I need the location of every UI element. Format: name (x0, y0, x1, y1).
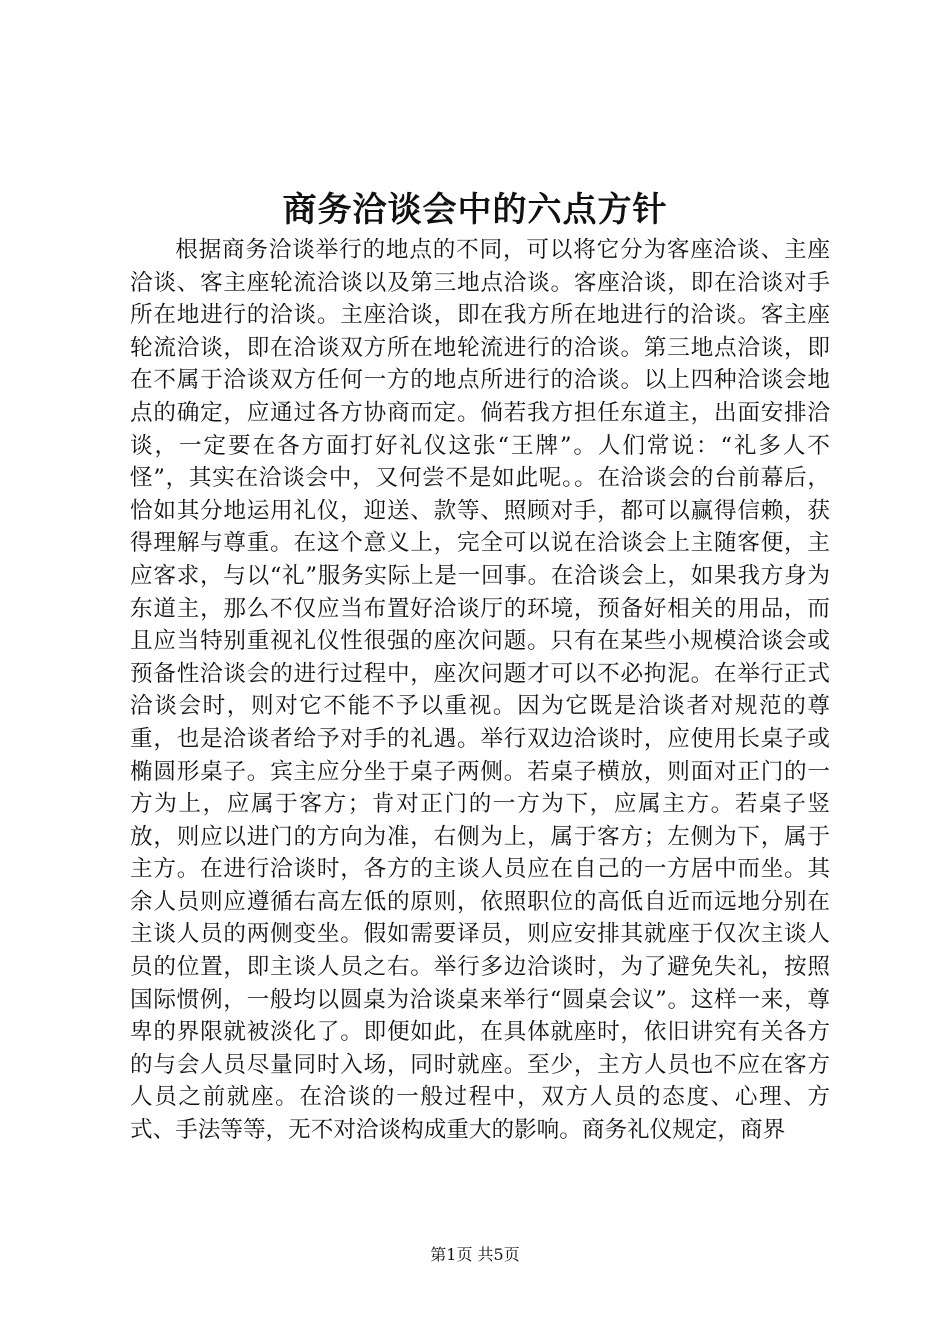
body-paragraph: 根据商务洽谈举行的地点的不同，可以将它分为客座洽谈、主座洽谈、客主座轮流洽谈以及第三地点洽谈。客座洽谈，即在洽谈对手所在地进行的洽谈。主座洽谈，即在我方所在地进行的洽谈。客主座轮流洽谈，即在洽谈双方所在地轮流进行的洽谈。第三地点洽谈，即在不属于洽谈双方任何一方的地点所进行的洽谈。以上四种洽谈会地点的确定，应通过各方协商而定。倘若我方担任东道主，出面安排洽谈，一定要在各方面打好礼仪这张“王牌”。人们常说：“礼多人不怪”，其实在洽谈会中，又何尝不是如此呢。。在洽谈会的台前幕后，恰如其分地运用礼仪，迎送、款等、照顾对手，都可以赢得信赖，获得理解与尊重。在这个意义上，完全可以说在洽谈会上主随客便，主应客求，与以“礼”服务实际上是一回事。在洽谈会上，如果我方身为东道主，那么不仅应当布置好洽谈厅的环境，预备好相关的用品，而且应当特别重视礼仪性很强的座次问题。只有在某些小规模洽谈会或预备性洽谈会的进行过程中，座次问题才可以不必拘泥。在举行正式洽谈会时，则对它不能不予以重视。因为它既是洽谈者对规范的尊重，也是洽谈者给予对手的礼遇。举行双边洽谈时，应使用长桌子或椭圆形桌子。宾主应分坐于桌子两侧。若桌子横放，则面对正门的一方为上，应属于客方；肯对正门的一方为下，应属主方。若桌子竖放，则应以进门的方向为准，右侧为上，属于客方；左侧为下，属于主方。在进行洽谈时，各方的主谈人员应在自己的一方居中而坐。其余人员则应遵循右高左低的原则，依照职位的高低自近而远地分别在主谈人员的两侧变坐。假如需要译员，则应安排其就座于仅次主谈人员的位置，即主谈人员之右。举行多边洽谈时，为了避免失礼，按照国际惯例，一般均以圆桌为洽谈桌来举行“圆桌会议”。这样一来，尊卑的界限就被淡化了。即便如此，在具体就座时，依旧讲究有关各方的与会人员尽量同时入场，同时就座。至少，主方人员也不应在客方人员之前就座。在洽谈的一般过程中，双方人员的态度、心理、方式、手法等等，无不对洽谈构成重大的影响。商务礼仪规定，商界 (130, 237, 830, 1144)
page-number-footer: 第1页 共5页 (430, 1245, 520, 1264)
page-title: 商务洽谈会中的六点方针 (282, 190, 668, 230)
